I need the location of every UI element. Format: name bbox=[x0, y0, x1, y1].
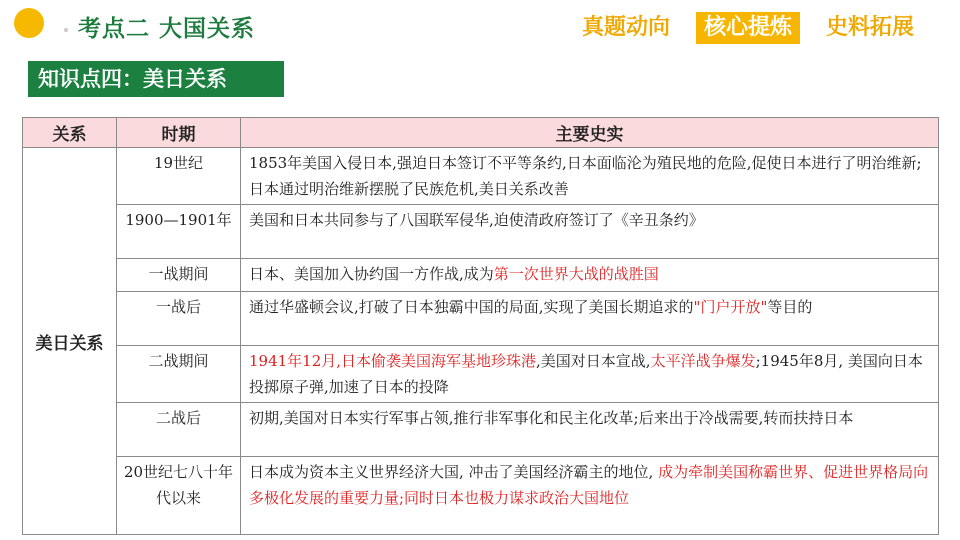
table-row bbox=[23, 259, 939, 292]
highlighted-fact-text: 第一次世界大战的战胜国 bbox=[493, 265, 659, 283]
period-cell: 一战后 bbox=[117, 292, 241, 346]
fact-text: ;1945年8月, 美国向日本投掷原子弹,加速了日本的投降 bbox=[249, 352, 923, 396]
title-decoration-dot bbox=[14, 8, 44, 38]
highlighted-fact-text: 成为牵制美国称霸世界、促进世界格局向多极化发展的重要力量;同时日本也极力谋求政治大国地位 bbox=[249, 463, 929, 507]
knowledge-point-label: 知识点四：美日关系 bbox=[28, 61, 284, 97]
period-cell: 20世纪七八十年代以来 bbox=[117, 457, 241, 535]
fact-text: 等目的 bbox=[767, 298, 813, 316]
period-cell: 二战后 bbox=[117, 403, 241, 457]
title-decoration-small-dot bbox=[64, 28, 68, 32]
relation-cell: 美日关系 bbox=[23, 148, 117, 535]
fact-cell bbox=[241, 292, 939, 346]
fact-text: 初期,美国对日本实行军事占领,推行非军事化和民主化改革;后来出于冷战需要,转而扶持日本 bbox=[249, 409, 854, 427]
fact-cell bbox=[241, 457, 939, 535]
fact-text: ,美国对日本宣战, bbox=[536, 352, 651, 370]
fact-cell bbox=[241, 259, 939, 292]
period-cell: 19世纪 bbox=[117, 148, 241, 205]
period-cell: 一战期间 bbox=[117, 259, 241, 292]
period-cell: 1900—1901年 bbox=[117, 205, 241, 259]
fact-text: 通过华盛顿会议,打破了日本独霸中国的局面,实现了美国长期追求的 bbox=[249, 298, 694, 316]
fact-cell bbox=[241, 346, 939, 403]
fact-text: 日本、美国加入协约国一方作战,成为 bbox=[249, 265, 494, 283]
section-nav bbox=[574, 12, 922, 44]
table-row bbox=[23, 292, 939, 346]
table-body bbox=[23, 148, 939, 535]
highlighted-fact-text: 1941年12月,日本偷袭美国海军基地珍珠港 bbox=[249, 352, 537, 370]
fact-cell bbox=[241, 205, 939, 259]
table-header-row bbox=[23, 118, 939, 148]
highlighted-fact-text: 太平洋战争爆发 bbox=[650, 352, 756, 370]
tab-exam-trends[interactable]: 真题动向 bbox=[581, 15, 670, 40]
table-row bbox=[23, 403, 939, 457]
fact-text: 美国和日本共同参与了八国联军侵华,迫使清政府签订了《辛丑条约》 bbox=[249, 211, 704, 229]
period-cell: 二战期间 bbox=[117, 346, 241, 403]
header-period: 时期 bbox=[117, 118, 241, 148]
header-main-facts: 主要史实 bbox=[241, 118, 939, 148]
fact-cell bbox=[241, 148, 939, 205]
table-row bbox=[23, 148, 939, 205]
highlighted-fact-text: "门户开放" bbox=[693, 298, 768, 316]
fact-cell bbox=[241, 403, 939, 457]
fact-text: 1853年美国入侵日本,强迫日本签订不平等条约,日本面临沦为殖民地的危险,促使日本进行了明治维新;日本通过明治维新摆脱了民族危机,美日关系改善 bbox=[249, 154, 922, 198]
header-relation: 关系 bbox=[23, 118, 117, 148]
table-row bbox=[23, 346, 939, 403]
us-japan-relations-table bbox=[22, 117, 939, 535]
table-row bbox=[23, 205, 939, 259]
table-row bbox=[23, 457, 939, 535]
tab-material-extension[interactable]: 史料拓展 bbox=[825, 15, 914, 40]
fact-text: 日本成为资本主义世界经济大国, 冲击了美国经济霸主的地位, bbox=[249, 463, 659, 481]
page-title: 考点二 大国关系 bbox=[78, 16, 256, 42]
tab-core-summary[interactable]: 核心提炼 bbox=[696, 12, 800, 44]
